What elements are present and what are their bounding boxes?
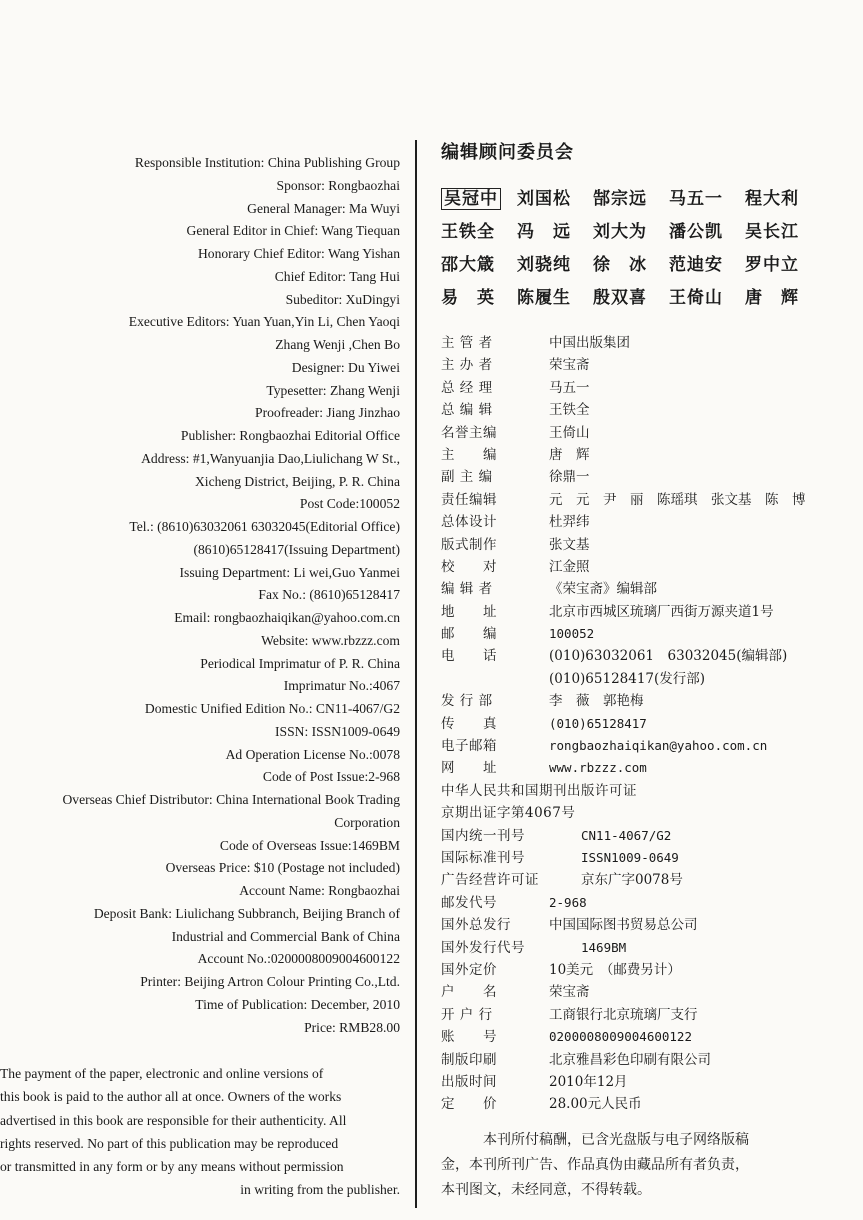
masthead-row [441, 332, 861, 354]
committee-member [517, 217, 593, 242]
member-name: 冯 远 [517, 222, 571, 242]
masthead-row [441, 399, 861, 421]
committee-member [593, 217, 669, 242]
credit-line: Deposit Bank: Liulichang Subbranch, Beijing Branch of [93, 905, 400, 921]
masthead-value: 《荣宝斋》编辑部 [549, 581, 657, 598]
masthead-label: 地 址 [441, 603, 497, 620]
masthead-row [441, 690, 861, 712]
committee-member [745, 250, 821, 275]
masthead-value: 王倚山 [549, 424, 590, 441]
masthead-value: 徐鼎一 [549, 469, 590, 486]
notice-line: 本刊图文，未经同意，不得转载。 [441, 1182, 651, 1198]
masthead-label: 邮发代号 [441, 894, 497, 911]
masthead-row [441, 869, 861, 891]
credit-line: Subeditor: XuDingyi [285, 291, 400, 307]
member-name: 刘国松 [517, 189, 571, 209]
notice-line: 金，本刊所刊广告、作品真伪由藏品所有者负责， [441, 1157, 749, 1173]
masthead-value: 工商银行北京琉璃厂支行 [549, 1006, 698, 1023]
credit-line: Price: RMB28.00 [304, 1019, 400, 1035]
credit-line: Typesetter: Zhang Wenji [266, 382, 400, 398]
masthead-value: 王铁全 [549, 402, 590, 419]
masthead-value: 2-968 [549, 894, 587, 910]
masthead-value: 北京雅昌彩色印刷有限公司 [549, 1051, 711, 1068]
masthead-value: 2010年12月 [549, 1073, 628, 1090]
notice-line: advertised in this book are responsible for their authenticity. All [0, 1112, 347, 1128]
credit-line: Honorary Chief Editor: Wang Yishan [197, 246, 400, 261]
credit-line: Zhang Wenji ,Chen Bo [275, 337, 400, 352]
committee-member [593, 184, 669, 209]
masthead-label: 发 行 部 [441, 693, 493, 710]
masthead-label: 国外定价 [441, 961, 497, 978]
committee-member [441, 283, 517, 308]
credit-line: Address: #1,Wanyuanjia Dao,Liulichang W St., [141, 450, 400, 466]
member-name: 程大利 [745, 189, 799, 209]
masthead-value: www.rbzzz.com [549, 760, 647, 776]
committee-member [745, 283, 821, 308]
masthead-row [441, 601, 861, 623]
committee-row [441, 180, 861, 213]
member-name: 刘大为 [593, 222, 647, 242]
masthead-value: 杜羿纬 [549, 514, 590, 531]
masthead-label: 总体设计 [441, 514, 497, 531]
committee-member [593, 250, 669, 275]
chinese-masthead [441, 332, 861, 1116]
masthead-row [441, 892, 861, 914]
masthead-value: 10美元 （邮费另计） [549, 961, 681, 978]
credit-line: Issuing Department: Li wei,Guo Yanmei [179, 564, 400, 580]
masthead-row [441, 1049, 861, 1071]
member-name: 邵大箴 [441, 255, 495, 275]
masthead-label: 国外总发行 [441, 917, 511, 934]
masthead-label: 副 主 编 [441, 469, 493, 486]
credit-line: Printer: Beijing Artron Colour Printing Co.,Ltd. [140, 974, 400, 989]
masthead-value: 马五一 [549, 379, 590, 396]
masthead-value: (010)65128417(发行部) [549, 670, 706, 687]
notice-line: or transmitted in any form or by any means without permission [0, 1159, 344, 1175]
masthead-value [575, 802, 861, 824]
masthead-row [441, 937, 861, 959]
credit-line: Periodical Imprimatur of P. R. China [200, 655, 400, 671]
masthead-row [441, 981, 861, 1003]
credit-line: ISSN: ISSN1009-0649 [274, 723, 400, 739]
committee-row [441, 213, 861, 246]
masthead-row [441, 914, 861, 936]
masthead-row [441, 713, 861, 735]
masthead-label: 传 真 [441, 715, 497, 732]
masthead-value: 1469BM [581, 939, 627, 955]
masthead-value: 元 元 尹 丽 陈瑶琪 张文基 陈 博 [549, 491, 806, 508]
member-name: 范迪安 [669, 255, 723, 275]
masthead-label: 总 编 辑 [441, 402, 493, 419]
masthead-label: 主 管 者 [441, 335, 493, 351]
masthead-value: 100052 [549, 626, 595, 642]
committee-member [441, 250, 517, 275]
committee-title: 编辑顾问委员会 [441, 142, 574, 163]
english-rights-notice [0, 1062, 400, 1202]
masthead-label: 广告经营许可证 [441, 872, 539, 889]
committee-member [517, 184, 593, 209]
committee-row [441, 279, 861, 312]
credit-line: Overseas Chief Distributor: China International Book Trading [62, 792, 400, 807]
credit-line: Time of Publication: December, 2010 [195, 996, 400, 1012]
committee-member [593, 283, 669, 308]
credit-line: Proofreader: Jiang Jinzhao [255, 405, 400, 421]
credit-line: General Editor in Chief: Wang Tiequan [186, 223, 400, 239]
committee-member [441, 217, 517, 242]
credit-line: Imprimatur No.:4067 [283, 678, 400, 694]
masthead-value [637, 780, 861, 802]
committee-member [745, 184, 821, 209]
masthead-row [441, 959, 861, 981]
masthead-row [441, 511, 861, 533]
credit-line: Email: rongbaozhaiqikan@yahoo.com.cn [174, 610, 400, 625]
masthead-row [441, 735, 861, 757]
masthead-value: ISSN1009-0649 [581, 849, 679, 865]
credit-line: Domestic Unified Edition No.: CN11-4067/G2 [144, 701, 400, 716]
notice-line: rights reserved. No part of this publication may be reproduced [0, 1135, 339, 1151]
masthead-label: 国际标准刊号 [441, 849, 525, 866]
credit-line: Publisher: Rongbaozhai Editorial Office [180, 428, 400, 443]
notice-line: The payment of the paper, electronic and online versions of [0, 1066, 324, 1081]
masthead-value: 28.00元人民币 [549, 1096, 642, 1113]
committee-grid [441, 180, 861, 312]
committee-member [669, 217, 745, 242]
masthead-label: 中华人民共和国期刊出版许可证 [441, 782, 637, 799]
member-name: 陈履生 [517, 288, 571, 308]
masthead-row [441, 757, 861, 779]
english-credits [0, 152, 400, 1039]
masthead-label: 主 办 者 [441, 357, 493, 374]
masthead-label: 总 经 理 [441, 379, 493, 396]
credit-line: (8610)65128417(Issuing Department) [193, 541, 400, 557]
credit-line: Account No.:0200008009004600122 [197, 951, 400, 967]
masthead-row [441, 466, 861, 488]
masthead-label: 户 名 [441, 984, 497, 1001]
masthead-label: 主 编 [441, 446, 497, 463]
member-name: 马五一 [669, 189, 723, 209]
masthead-row [441, 780, 861, 802]
notice-line: 本刊所付稿酬，已含光盘版与电子网络版稿 [483, 1132, 749, 1148]
credit-line: Executive Editors: Yuan Yuan,Yin Li, Chen Yaoqi [128, 314, 400, 330]
masthead-label: 责任编辑 [441, 491, 497, 508]
masthead-row [441, 802, 861, 824]
member-name: 徐 冰 [593, 255, 647, 275]
masthead-label: 账 号 [441, 1029, 497, 1046]
masthead-row [441, 1026, 861, 1048]
committee-member [669, 283, 745, 308]
masthead-row [441, 578, 861, 600]
credit-line: Code of Post Issue:2-968 [262, 769, 400, 785]
masthead-value: 荣宝斋 [549, 357, 590, 374]
credit-line: Ad Operation License No.:0078 [225, 746, 400, 762]
masthead-row [441, 1071, 861, 1093]
column-divider [415, 140, 417, 1208]
member-name: 唐 辉 [745, 288, 799, 308]
masthead-label: 国内统一刊号 [441, 827, 525, 844]
committee-member [669, 184, 745, 209]
masthead-label: 网 址 [441, 760, 497, 777]
masthead-value: CN11-4067/G2 [581, 827, 672, 843]
credit-line: Sponsor: Rongbaozhai [276, 177, 400, 193]
member-name: 刘骁纯 [517, 255, 571, 275]
editorial-committee [441, 138, 861, 312]
member-name: 易 英 [441, 288, 495, 308]
masthead-value: (010)65128417 [549, 715, 647, 731]
masthead-label [441, 668, 549, 690]
masthead-row [441, 556, 861, 578]
masthead-label: 版式制作 [441, 536, 497, 553]
masthead-row [441, 847, 861, 869]
committee-row [441, 246, 861, 279]
masthead-label: 校 对 [441, 558, 497, 575]
masthead-row [441, 444, 861, 466]
committee-member [517, 283, 593, 308]
masthead-label: 邮 编 [441, 626, 497, 643]
masthead-row [441, 645, 861, 667]
masthead-row [441, 377, 861, 399]
masthead-value: 江金照 [549, 558, 590, 575]
masthead-row [441, 422, 861, 444]
member-name: 罗中立 [745, 255, 799, 275]
credit-line: Tel.: (8610)63032061 63032045(Editorial Office) [129, 519, 400, 534]
masthead-row [441, 1093, 861, 1115]
masthead-value: 京东广字0078号 [581, 872, 683, 889]
credit-line: Post Code:100052 [299, 496, 400, 512]
member-name: 殷双喜 [593, 288, 647, 308]
masthead-row [441, 489, 861, 511]
masthead-row [441, 354, 861, 376]
masthead-value: rongbaozhaiqikan@yahoo.com.cn [549, 738, 768, 754]
masthead-label: 国外发行代号 [441, 939, 525, 956]
member-name: 王铁全 [441, 222, 495, 242]
masthead-value: 李 薇 郭艳梅 [549, 693, 644, 710]
committee-member [441, 184, 517, 209]
masthead-label: 电子邮箱 [441, 738, 497, 755]
credit-line: Fax No.: (8610)65128417 [258, 587, 400, 603]
credit-line: Chief Editor: Tang Hui [274, 268, 400, 284]
member-name: 吴冠中 [441, 188, 501, 210]
committee-member [517, 250, 593, 275]
masthead-row [441, 668, 861, 690]
credit-line: Industrial and Commercial Bank of China [171, 928, 400, 944]
masthead-row [441, 1004, 861, 1026]
credit-line: Overseas Price: $10 (Postage not included) [165, 860, 400, 876]
masthead-label: 名誉主编 [441, 424, 497, 441]
masthead-value: 0200008009004600122 [549, 1029, 692, 1045]
masthead-value: 中国国际图书贸易总公司 [549, 917, 698, 934]
notice-line: this book is paid to the author all at once. Owners of the works [0, 1089, 342, 1105]
masthead-value: 张文基 [549, 536, 590, 553]
masthead-label: 出版时间 [441, 1073, 497, 1090]
masthead-value: 北京市西城区琉璃厂西街万源夹道1号 [549, 603, 774, 620]
notice-line: in writing from the publisher. [240, 1182, 400, 1198]
credit-line: Responsible Institution: China Publishing Group [134, 155, 400, 170]
masthead-label: 编 辑 者 [441, 581, 493, 598]
committee-member [669, 250, 745, 275]
masthead-value: 中国出版集团 [549, 335, 630, 351]
credit-line: Corporation [334, 814, 400, 830]
credit-line: Xicheng District, Beijing, P. R. China [194, 473, 400, 489]
masthead-label: 制版印刷 [441, 1051, 497, 1068]
credit-line: Account Name: Rongbaozhai [239, 883, 400, 898]
masthead-row [441, 534, 861, 556]
credit-line: General Manager: Ma Wuyi [247, 200, 400, 216]
masthead-row [441, 825, 861, 847]
member-name: 吴长江 [745, 222, 799, 242]
masthead-value: 荣宝斋 [549, 984, 590, 1001]
chinese-rights-notice [441, 1128, 859, 1203]
member-name: 王倚山 [669, 288, 723, 308]
masthead-label: 京期出证字第4067号 [441, 805, 576, 822]
committee-member [745, 217, 821, 242]
masthead-row [441, 623, 861, 645]
masthead-value: 唐 辉 [549, 446, 590, 463]
member-name: 潘公凯 [669, 222, 723, 242]
masthead-label: 开 户 行 [441, 1006, 493, 1023]
masthead-value: (010)63032061 63032045(编辑部) [549, 648, 788, 665]
masthead-label: 电 话 [441, 648, 497, 665]
masthead-label: 定 价 [441, 1096, 497, 1113]
credit-line: Designer: Du Yiwei [291, 359, 400, 375]
credit-line: Website: www.rbzzz.com [261, 632, 400, 648]
member-name: 郜宗远 [593, 189, 647, 209]
credit-line: Code of Overseas Issue:1469BM [219, 837, 400, 853]
